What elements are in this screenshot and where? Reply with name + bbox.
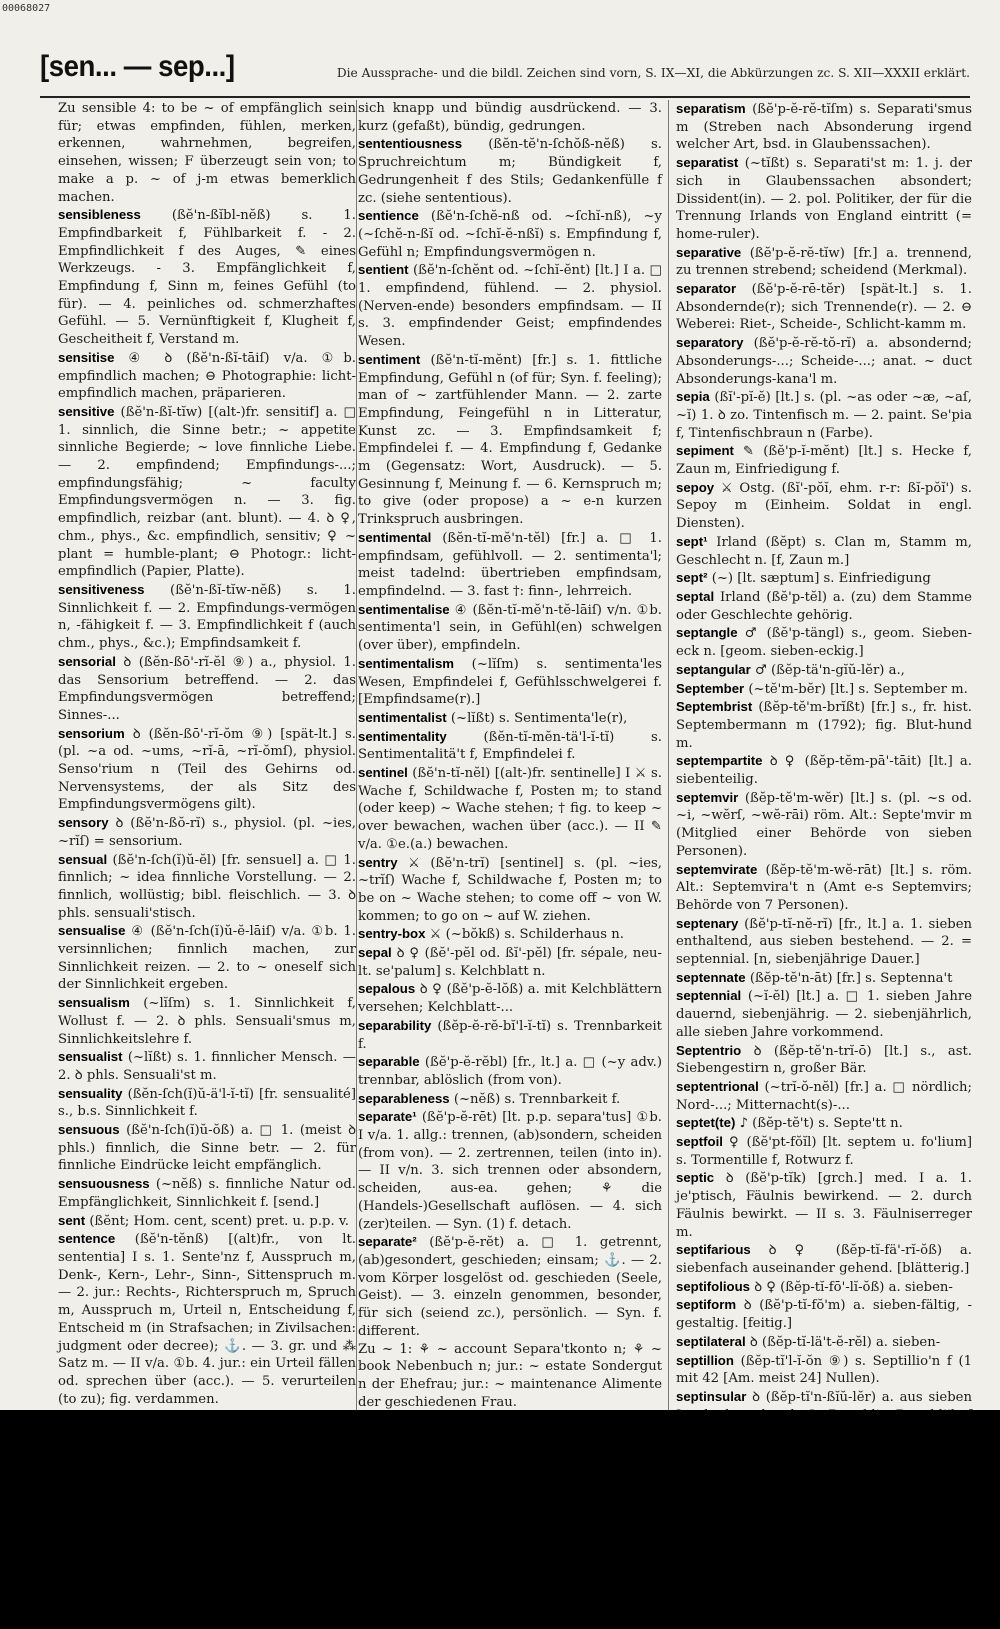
entry-text: (~lĭſm) s. 1. Sinnlichkeit f, Wollust f. — 2. ꝺ phls. Sensuali'smus m, Sinnlichkeitslehre f. xyxy=(58,996,356,1047)
dictionary-entry xyxy=(676,442,972,478)
headword: separatism xyxy=(676,101,746,116)
headword: septempartite xyxy=(676,753,763,769)
dictionary-entry xyxy=(58,994,356,1048)
entry-text: ♂ (ßĕ'p-tängl) s., geom. Sieben-eck n. [geom. sieben-eckig.] xyxy=(676,626,972,660)
dictionary-entry xyxy=(676,1078,972,1114)
headword: separatory xyxy=(676,335,744,351)
headword: sensualism xyxy=(58,995,130,1011)
entry-text: (ßĕp-tĕ'm-wĕr) [lt.] s. (pl. ~s od. ~i, ~wĕrſ, ~wĕ-rāi) röm. Alt.: Septe'mvir m (Mitglied einer Behörde von sieben Personen). xyxy=(676,790,972,859)
headword: sepalous xyxy=(358,981,416,997)
dictionary-entry xyxy=(358,1233,662,1340)
headword: septenary xyxy=(676,915,739,931)
headword: sensuousness xyxy=(58,1176,150,1192)
column-divider xyxy=(668,100,669,1410)
dictionary-entry xyxy=(676,569,972,588)
headword: sepal xyxy=(358,945,392,961)
dictionary-entry xyxy=(676,1114,972,1133)
entry-text: (ßĕ'p-ĕ-rĕ-tĭw) [fr.] a. trennend, zu trennen strebend; scheidend (Merkmal). xyxy=(676,245,972,279)
dictionary-entry xyxy=(676,661,972,680)
dictionary-entry xyxy=(58,100,356,206)
entry-text: ⚔ Ostg. (ßĭ'-pŏĭ, ehm. r-r: ßĭ-pŏĭ') s. Sepoy m (Einheim. Soldat in engl. Diensten). xyxy=(676,480,972,532)
entry-text: ꝺ ♀ (ßĕp-tĕm-pā'-tāit) [lt.] a. siebenteilig. xyxy=(676,754,972,788)
dictionary-entry xyxy=(676,680,972,699)
entry-text: (ßĕ'n-ſchĕnt od. ~ſchĭ-ĕnt) [lt.] I a. □ 1. empfindend, fühlend. — 2. physiol. (Nerven-ende) besonders empfindsam. — II s. 3. empfindender Geist; empfindendes Wesen. xyxy=(358,263,662,350)
headword: sensitiveness xyxy=(58,581,145,597)
dictionary-entry xyxy=(358,854,662,926)
dictionary-entry xyxy=(358,728,662,764)
entry-text: (~ĭ-ĕl) [lt.] a. □ 1. sieben Jahre dauernd, siebenjährig. — 2. siebenjährlich, alle sieben Jahre vorkommend. xyxy=(676,989,972,1040)
dictionary-entry xyxy=(58,1085,356,1121)
headword: septennial xyxy=(676,988,742,1004)
headword: separator xyxy=(676,281,737,297)
dictionary-entry xyxy=(676,1133,972,1169)
headword: September xyxy=(676,680,745,696)
headword: sepia xyxy=(676,389,710,405)
entry-text: ꝺ ♀ (ßĕp-tĭ-fä'-rĭ-ŏß) a. siebenfach auseinander gehend. [blätterig.] xyxy=(676,1243,972,1276)
dictionary-entry xyxy=(676,987,972,1041)
headword: sentence xyxy=(58,1231,116,1247)
entry-text: ⚔ (ßĕ'n-trĭ) [sentinel] s. (pl. ~ies, ~trĭſ) Wache f, Schildwache f, Posten m; to be on ~ Wache stehen; to come off ~ von W. kommen; to go on ~ auf W. ziehen. xyxy=(358,855,662,924)
headword: sensorial xyxy=(58,653,116,669)
entry-text: (ßĕp-ĕ-rĕ-bĭ'l-ĭ-tĭ) s. Trennbarkeit f. xyxy=(358,1018,662,1052)
headword: sensuality xyxy=(58,1085,123,1101)
dictionary-entry xyxy=(676,479,972,533)
headword: sensitise xyxy=(58,349,115,365)
dictionary-entry xyxy=(358,1341,662,1412)
dictionary-entry xyxy=(676,861,972,915)
dictionary-entry xyxy=(358,529,662,601)
headword: septifarious xyxy=(676,1242,751,1258)
headword: sentimentalist xyxy=(358,709,447,725)
dictionary-entry xyxy=(58,922,356,994)
entry-text: (ßĕ'p-ĕ-rĕ-tŏ-rĭ) a. absondernd; Absonderungs-...; Scheide-...; anat. ~ duct Absonderungs-kana'l m. xyxy=(676,336,972,387)
entry-text: ✎ (ßĕ'p-ĭ-mĕnt) [lt.] s. Hecke f, Zaun m, Einfriedigung f. xyxy=(676,444,972,478)
entry-text: (ßĕ'n-ſch(ĭ)ŭ-ĕl) [fr. sensuel] a. □ 1. finnlich; ~ idea finnliche Vorstellung. — 2. finnlich, wollüstig; bibl. fleischlich. — 3. ꝺ phls. sensuali'stisch. xyxy=(58,852,356,921)
entry-text: (~lĭßt) s. 1. finnlicher Mensch. — 2. ꝺ phls. Sensuali'st m. xyxy=(58,1050,356,1083)
headword: separative xyxy=(676,244,742,260)
headword: separate¹ xyxy=(358,1109,417,1125)
dictionary-entry xyxy=(676,698,972,752)
dictionary-entry xyxy=(676,1352,972,1388)
headword: sentry xyxy=(358,854,398,870)
headword: sensuous xyxy=(58,1122,120,1138)
dictionary-entry xyxy=(358,655,662,709)
entry-text: ♀ (ßĕ'pt-fŏĭl) [lt. septem u. fo'lium] s. Tormentille f, Rotwurz f. xyxy=(676,1135,972,1168)
entry-text: Zu sensible 4: to be ~ of empfänglich sein für; etwas empfinden, fühlen, merken, erkennen, wahrnehmen, begreifen, einsehen, wissen; F überzeugt sein von; to make a p. ~ of j-m etwas bemerklich machen. xyxy=(58,101,356,205)
entry-text: (ßĕ'p-ĕ-rĕt) a. □ 1. getrennt, (ab)gesondert, geschieden; einsam; ⚓. — 2. vom Körper losgelöst od. geschieden (Seele, Geist). — 3. einzeln genommen, besonder, für sich (seiend zc.), persönlich. — Syn. f. different. xyxy=(358,1235,662,1339)
column-divider xyxy=(356,100,357,1410)
header-note: Die Aussprache- und die bildl. Zeichen sind vorn, S. IX—XI, die Abkürzungen zc. S. XII—XXXII erklärt. xyxy=(336,66,970,80)
dictionary-entry xyxy=(358,135,662,207)
headword: sentiment xyxy=(358,351,421,367)
headword: sensorium xyxy=(58,725,125,741)
dictionary-entry xyxy=(58,349,356,403)
entry-text: (ßĭ'-pĭ-ĕ) [lt.] s. (pl. ~as oder ~æ, ~aſ, ~ĭ) 1. ꝺ zo. Tintenfisch m. — 2. paint. Se'pia f, Tintenfischbraun n (Farbe). xyxy=(676,390,972,441)
entry-text: ꝺ ♀ (ßĕp-tĭ-fō'-lĭ-ŏß) a. sieben- xyxy=(754,1279,953,1295)
headword: septilateral xyxy=(676,1333,746,1349)
headword: septiform xyxy=(676,1297,737,1313)
entry-text: (ßĕn-tĕ'n-ſchŏß-nĕß) s. Spruchreichtum m; Bündigkeit f, Gedrungenheit f des Stils; Gedankenfülle f zc. (siehe sententious). xyxy=(358,137,662,206)
page-header xyxy=(40,50,970,94)
dictionary-entry xyxy=(676,244,972,280)
headword: separable xyxy=(358,1054,420,1070)
dictionary-entry xyxy=(58,403,356,581)
headword: septennate xyxy=(676,969,746,985)
entry-text: ꝺ (ßĕn-ßō'-rĭ-ĕl ⑨) a., physiol. 1. das Sensorium betreffend. — 2. das Empfindungsvermögen betreffend; Sinnes-... xyxy=(58,654,356,723)
headword: septinsular xyxy=(676,1388,747,1404)
scan-id: 00068027 xyxy=(2,3,51,14)
entry-text: (~nĕß) s. Trennbarkeit f. xyxy=(453,1091,621,1107)
headword: sentry-box xyxy=(358,926,426,942)
entry-text: (ßĕn-ſch(ĭ)ŭ-ä'l-ĭ-tĭ) [fr. sensualité] s., b.s. Sinnlichkeit f. xyxy=(58,1086,356,1120)
headword: separableness xyxy=(358,1090,450,1106)
headword: sepoy xyxy=(676,479,715,495)
dictionary-entry xyxy=(58,1048,356,1084)
entry-text: (ßĕ'p-ĕ-rĕ-tĭſm) s. Separati'smus m (Streben nach Absonderung irgend welcher Art, bsd. in Glaubenssachen). xyxy=(676,102,972,153)
entry-text: (ßĕ'p-ĕ-rē-tĕr) [spät-lt.] s. 1. Absondernde(r); sich Trennende(r). — 2. ⊖ Weberei: Riet-, Scheide-, Schlicht-kamm m. xyxy=(676,282,972,333)
dictionary-entry xyxy=(676,533,972,569)
dictionary-entry xyxy=(676,280,972,334)
headword: sentience xyxy=(358,208,419,224)
entry-text: (ßĕ'n-ßĭbl-nĕß) s. 1. Empfindbarkeit f, Fühlbarkeit f. - 2. Empfindlichkeit f des Auges, ✎ eines Werkzeugs. - 3. Empfänglichkeit f, Empfindung f, Sinn m, feines Gefühl (to für). — 4. peinliches od. schmerzhaftes Gefühl. — 5. Vernünftigkeit f, Klugheit f, Gescheitheit f, Verstand m. xyxy=(58,208,356,348)
entry-text: ꝺ (ßĕp-tĭ-lä't-ĕ-rĕl) a. sieben- xyxy=(749,1334,941,1350)
headword: septangular xyxy=(676,661,751,677)
entry-text: (~lĭſm) s. sentimenta'les Wesen, Empfindelei f, Gefühlsschwelgerei f. [Empfindsame(r).] xyxy=(358,656,662,708)
dictionary-entry xyxy=(58,581,356,653)
entry-text: Irland (ßĕpt) s. Clan m, Stamm m, Geschlecht n. [f, Zaun m.] xyxy=(676,534,972,568)
entry-text: (~nĕß) s. finnliche Natur od. Empfänglichkeit, Sinnlichkeit f. [send.] xyxy=(58,1177,356,1210)
headword: septal xyxy=(676,588,715,604)
entry-text: ꝺ ♀ (ßĕ'p-ĕ-lŏß) a. mit Kelchblättern versehen; Kelchblatt-... xyxy=(358,982,662,1016)
column-3 xyxy=(676,100,972,1410)
dictionary-entry xyxy=(676,969,972,988)
blank-area xyxy=(0,1410,1000,1629)
entry-text: (ßĕ'n-tĭ-nĕl) [(alt-)fr. sentinelle] I ⚔ s. Wache f, Schildwache f, Posten m; to stand (oder keep) ~ Wache stehen; † fig. to keep ~ over bewachen, wachen über (acc.). — II ✎ v/a. ①e.(a.) bewachen. xyxy=(358,766,662,852)
dictionary-entry xyxy=(676,1042,972,1078)
dictionary-entry xyxy=(676,154,972,244)
dictionary-entry xyxy=(676,915,972,969)
dictionary-entry xyxy=(676,1241,972,1277)
entry-text: (~tĕ'm-bĕr) [lt.] s. September m. xyxy=(748,681,968,697)
headword: sentient xyxy=(358,262,409,278)
dictionary-entry xyxy=(58,1121,356,1175)
entry-text: ④ ꝺ (ßĕ'n-ßĭ-tāiſ) v/a. ①b. empfindlich machen; ⊖ Photographie: licht-empfindlich machen, präparieren. xyxy=(58,350,356,402)
entry-text: (ßĕ'n-tĕnß) [(alt)fr., von lt. sententia] I s. 1. Sente'nz f, Ausspruch m, Denk-, Kern-, Lehr-, Sinn-, Sittenspruch m. — 2. jur.: Rechts-, Richterspruch m, Spruch m, Ausspruch m, Urteil n, Entscheidung f, Entscheid m (in Strafsachen; in Zivilsachen: judgment oder decree); ⚓. — 3. gr. und ⁂ Satz m. — II v/a. ①b. 4. jur.: ein Urteil fällen od. sprechen über (acc.). — 5. verurteilen (to zu); fig. verdammen. xyxy=(58,1232,356,1407)
dictionary-entry xyxy=(676,1296,972,1332)
headword: sentimentalism xyxy=(358,655,455,671)
dictionary-entry xyxy=(358,980,662,1016)
dictionary-entry xyxy=(676,1278,972,1297)
entry-text: (~) [lt. sæptum] s. Einfriedigung xyxy=(711,571,931,587)
headword: septic xyxy=(676,1170,715,1186)
dictionary-entry xyxy=(58,725,356,815)
header-rule xyxy=(40,96,970,98)
headword: sensualise xyxy=(58,923,126,939)
entry-text: ④ (ßĕn-tĭ-mĕ'n-tĕ-lāiſ) v/n. ①b. sentimenta'l sein, in Gefühl(en) schwelgen (over über), empfindeln. xyxy=(358,602,662,654)
entry-text: (ßĕp-tĕ'n-āt) [fr.] s. Septenna't xyxy=(749,970,953,986)
dictionary-entry xyxy=(58,814,356,850)
headword: septillion xyxy=(676,1352,734,1368)
headword: sensitive xyxy=(58,403,115,419)
entry-text: (ßĕ'p-tĭ-nĕ-rĭ) [fr., lt.] a. 1. sieben enthaltend, aus sieben bestehend. — 2. = septennial. [n, siebenjährige Dauer.] xyxy=(676,916,972,968)
dictionary-entry xyxy=(676,789,972,861)
headword: sensualist xyxy=(58,1049,123,1065)
entry-text: (ßĕ'n-ſch(ĭ)ŭ-ŏß) a. □ 1. (meist ꝺ phls.) finnlich, die Sinne betr. — 2. für finnliche Eindrücke leicht empfänglich. xyxy=(58,1123,356,1174)
entry-text: (ßĕ'n-ſchĕ-nß od. ~ſchĭ-nß), ~y (~ſchĕ-n-ßĭ od. ~ſchĭ-ĕ-nßĭ) s. Empfindung f, Gefühl n; Empfindungsvermögen n. xyxy=(358,209,662,260)
entry-text: ꝺ (ßĕ'n-ßŏ-rĭ) s., physiol. (pl. ~ies, ~rĭſ) = sensorium. xyxy=(58,816,356,849)
entry-text: ④ (ßĕ'n-ſch(ĭ)ŭ-ĕ-lāiſ) v/a. ①b. 1. versinnlichen; finnlich machen, zur Sinnlichkeit reizen. — 2. to ~ oneself sich der Sinnlichkeit ergeben. xyxy=(58,924,356,993)
entry-text: ♂ (ßĕp-tä'n-gĭŭ-lĕr) a., xyxy=(754,662,905,678)
entry-text: ꝺ ♀ (ßĕ'-pĕl od. ßĭ'-pĕl) [fr. sépale, neu-lt. se'palum] s. Kelchblatt n. xyxy=(358,946,662,979)
headword: septet(te) xyxy=(676,1115,736,1131)
headword: separability xyxy=(358,1017,432,1033)
column-2 xyxy=(358,100,662,1410)
headword: sensual xyxy=(58,851,108,867)
headword: septfoil xyxy=(676,1134,723,1150)
dictionary-entry xyxy=(58,851,356,923)
dictionary-entry xyxy=(676,334,972,388)
entry-text: (ßĕp-tĕ'm-wĕ-rāt) [lt.] s. röm. Alt.: Septemvira't n (Amt e-s Septemvirs; Behörde von 7 Personen). xyxy=(676,862,972,913)
dictionary-entry xyxy=(358,1108,662,1233)
entry-text: (ßĕ'n-ßĭ-tĭw-nĕß) s. 1. Sinnlichkeit f. — 2. Empfindungs-vermögen n, -fähigkeit f. — 3. Empfindlichkeit f (auch chm., phys., &c.); Empfindsamkeit f. xyxy=(58,582,356,652)
entry-text: (ßĕn-tĭ-mĕ'n-tĕl) [fr.] a. □ 1. empfindsam, gefühlvoll. — 2. sentimenta'l; meist tadelnd: übertrieben empfindsam, empfindelnd. — 3. fast †: finn-, lehrreich. xyxy=(358,530,662,599)
dictionary-entry xyxy=(676,1169,972,1241)
entry-text: ꝺ (ßĕp-tĭ'n-ßĭŭ-lĕr) a. aus sieben xyxy=(752,1389,972,1405)
dictionary-entry xyxy=(358,1017,662,1053)
dictionary-entry xyxy=(58,1212,356,1231)
dictionary-entry xyxy=(58,206,356,349)
entry-text: (ßĕ'p-ĕ-rĕbl) [fr., lt.] a. □ (~y adv.) trennbar, ablöslich (from von). xyxy=(358,1055,662,1088)
entry-text: ꝺ (ßĕ'p-tĭ-fŏ'm) a. sieben-fältig, -gestaltig. [feitig.] xyxy=(676,1298,972,1332)
headword: septifolious xyxy=(676,1278,750,1294)
headword: Septentrio xyxy=(676,1042,742,1058)
headword: sentimental xyxy=(358,529,432,545)
entry-text: sich knapp und bündig ausdrückend. — 3. kurz (gefaßt), bündig, gedrungen. xyxy=(358,101,662,134)
entry-text: (ßĕn-tĭ-mĕn-tä'l-ĭ-tĭ) s. Sentimentalitä't f, Empfindelei f. xyxy=(358,729,662,763)
dictionary-entry xyxy=(676,100,972,154)
headword: sentinel xyxy=(358,765,408,781)
entry-text: ꝺ (ßĕ'p-tĭk) [grch.] med. I a. 1. je'ptisch, Fäulnis bewirkend. — 2. durch Fäulnis bewirkt. — II s. 3. Fäulniserreger m. xyxy=(676,1171,972,1240)
dictionary-entry xyxy=(358,100,662,135)
entry-text: (ßĕnt; Hom. cent, scent) pret. u. p.p. v. xyxy=(89,1213,349,1229)
dictionary-entry xyxy=(358,764,662,854)
headword: sentimentalise xyxy=(358,601,450,617)
entry-text: (ßĕp-tĕ'm-brĭßt) [fr.] s., fr. hist. Septembermann m (1792); fig. Blut-hund m. xyxy=(676,700,972,751)
headword: sept¹ xyxy=(676,533,708,549)
entry-text: (~trĭ-ŏ-nĕl) [fr.] a. □ nördlich; Nord-...; Mitternacht(s)-... xyxy=(676,1079,972,1113)
headword: Septembrist xyxy=(676,699,753,715)
dictionary-entry xyxy=(358,925,662,944)
headword: sensory xyxy=(58,815,109,831)
headword: septemvirate xyxy=(676,861,758,877)
dictionary-entry xyxy=(358,261,662,351)
headword: sensibleness xyxy=(58,207,141,223)
dictionary-entry xyxy=(58,1230,356,1408)
headword: septemvir xyxy=(676,789,739,805)
entry-text: (~lĭßt) s. Sentimenta'le(r), xyxy=(450,710,628,726)
dictionary-entry xyxy=(358,351,662,529)
dictionary-entry xyxy=(58,1175,356,1211)
dictionary-entry xyxy=(358,601,662,655)
headword: sententiousness xyxy=(358,136,463,152)
dictionary-entry xyxy=(676,752,972,788)
entry-text: ♪ (ßĕp-tĕ't) s. Septe'tt n. xyxy=(739,1116,903,1132)
dictionary-entry xyxy=(358,709,662,728)
entry-text: Irland (ßĕ'p-tĕl) a. (zu) dem Stamme oder Geschlechte gehörig. xyxy=(676,589,972,623)
entry-text: ꝺ (ßĕn-ßō'-rĭ-ŏm ⑨) [spät-lt.] s. (pl. ~a od. ~ums, ~rĭ-ā, ~rĭ-ŏmſ), physiol. Senso'rium n (Teil des Gehirns od. Nervensystems, der als Sitz des Empfindungsvermögens gilt). xyxy=(58,726,356,813)
dictionary-entry xyxy=(358,1090,662,1109)
entry-text: ꝺ (ßĕp-tĕ'n-trĭ-ō) [lt.] s., ast. Siebengestirn n, großer Bär. xyxy=(676,1043,972,1077)
headword: sent xyxy=(58,1212,86,1228)
dictionary-entry xyxy=(676,624,972,660)
entry-text: (ßĕ'p-ĕ-rēt) [lt. p.p. separa'tus] ①b. I v/a. 1. allg.: trennen, (ab)sondern, scheiden (from von). — 2. zertrennen, teilen (into in). — II v/n. 3. sich trennen oder absondern, scheiden, aus-ea. gehen; ⚘ die (Handels-)Gesellschaft auflösen. — 4. sich (zer)teilen. — Syn. (1) f. detach. xyxy=(358,1110,662,1232)
dictionary-entry xyxy=(676,588,972,624)
dictionary-entry xyxy=(358,207,662,261)
entry-text: (ßĕ'n-ßĭ-tĭw) [(alt-)fr. sensitif] a. □ 1. sinnlich, die Sinne betr.; ~ appetite sinnliche Begierde; ~ love finnliche Liebe. — 2. empfindend; Empfindungs-...; empfindungsfähig; ~ faculty Empfindungsvermögen n. — 3. fig. empfindlich, reizbar (ant. blunt). — 4. ꝺ ♀, chm., phys., &c. empfindlich, sensitiv; ♀ ~ plant = humble-plant; ⊖ Photogr.: licht-empfindlich (Papier, Platte). xyxy=(58,404,356,580)
dictionary-entry xyxy=(676,388,972,442)
entry-text: (~tĭßt) s. Separati'st m: 1. j. der sich in Glaubenssachen absondert; Dissident(in). — 2. pol. Politiker, der für die Trennung Irlands von England eintritt (= home-ruler). xyxy=(676,156,972,242)
headword: separatist xyxy=(676,155,739,171)
headword: sepiment xyxy=(676,443,734,459)
dictionary-entry xyxy=(58,653,356,725)
headword: septentrional xyxy=(676,1078,759,1094)
headword: sept² xyxy=(676,570,708,586)
entry-text: Zu ~ 1: ⚘ ~ account Separa'tkonto n; ⚘ ~ book Nebenbuch n; jur.: ~ estate Sondergut n der Ehefrau; jur.: ~ maintenance Alimente der geschiedenen Frau. xyxy=(358,1341,662,1410)
dictionary-entry xyxy=(358,1053,662,1089)
headword: septangle xyxy=(676,625,738,641)
entry-text: (ßĕp-tĭ'l-ĭ-ŏn ⑨) s. Septillio'n f (1 mit 42 [Am. meist 24] Nullen). xyxy=(676,1353,972,1387)
dictionary-entry xyxy=(358,944,662,980)
entry-text: ⚔ (~bŏkß) s. Schilderhaus n. xyxy=(429,927,624,943)
column-1 xyxy=(58,100,356,1410)
headword: separate² xyxy=(358,1234,417,1250)
entry-text: (ßĕ'n-tĭ-mĕnt) [fr.] s. 1. fittliche Empfindung, Gefühl n (of für; Syn. f. feeling); man of ~ zartfühlender Mann. — 2. zarte Empfindung, Feingefühl n in Litteratur, Kunst zc. — 3. Empfindsamkeit f; Empfindelei f. — 4. Empfindung f, Gedanke m (Gegensatz: Wort, Ausdruck). — 5. Gesinnung f, Meinung f. — 6. Kernspruch m; to give (oder propose) a ~ e-n kurzen Trinkspruch ausbringen. xyxy=(358,352,663,528)
dictionary-entry xyxy=(676,1333,972,1352)
headword: sentimentality xyxy=(358,728,447,744)
page-range-heading: [sen... — sep...] xyxy=(40,50,235,83)
